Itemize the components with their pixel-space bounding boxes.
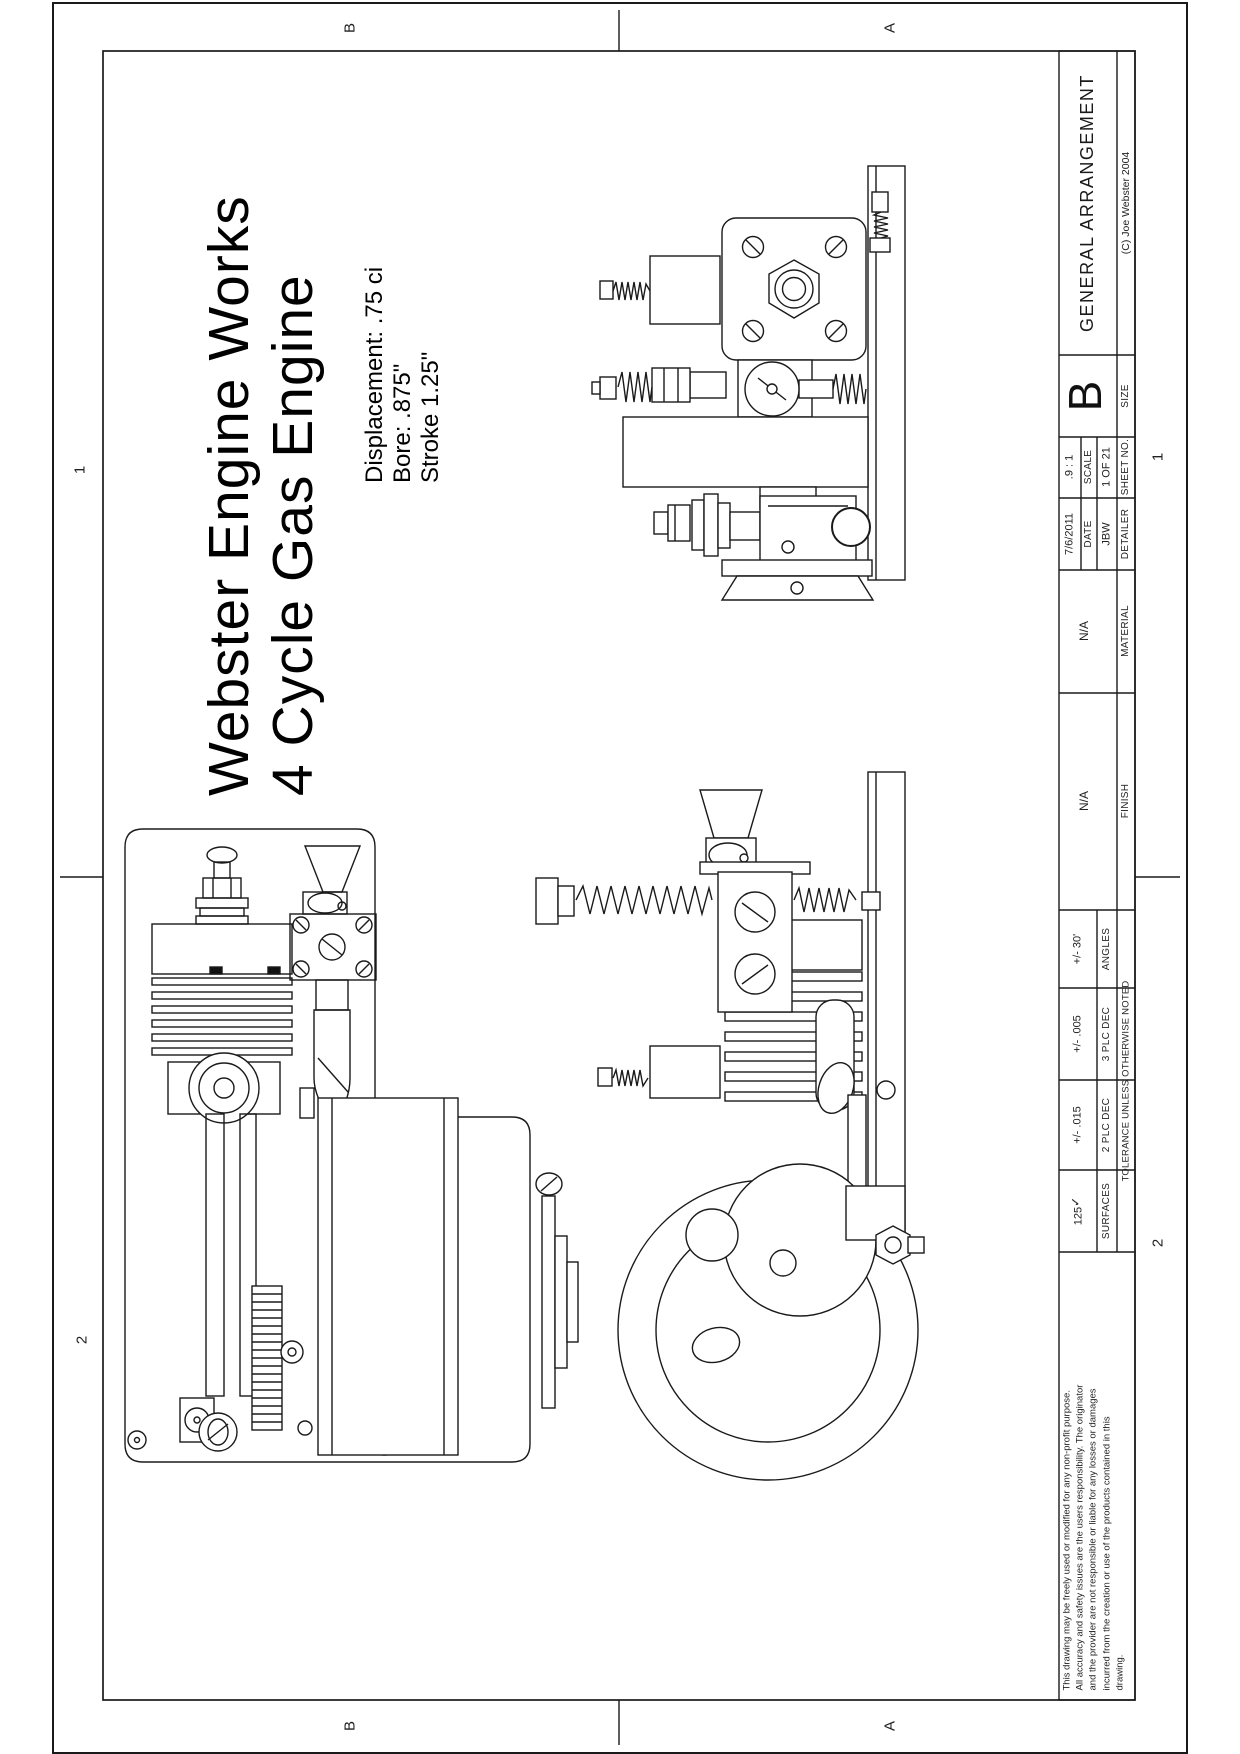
zone-label-1-left: 1 [71, 465, 89, 475]
engine-side-view [536, 772, 924, 1480]
three-place-decimal-label: 3 PLC DEC [1101, 1006, 1112, 1062]
disclaimer-line: This drawing may be freely used or modified for any non-profit purpose. [1061, 1390, 1073, 1691]
zone-label-1-right: 1 [1149, 452, 1167, 462]
scale-value: .9 : 1 [1063, 454, 1076, 480]
angles-label: ANGLES [1101, 927, 1112, 971]
disclaimer-line: All accuracy and safety issues are the users responsibility. The originator [1074, 1384, 1086, 1691]
two-place-decimal-label: 2 PLC DEC [1101, 1097, 1112, 1153]
material-label: MATERIAL [1120, 605, 1131, 657]
disclaimer-line: drawing. [1114, 1654, 1126, 1691]
surfaces-label: SURFACES [1101, 1182, 1112, 1240]
disclaimer-block [1061, 1246, 1128, 1691]
engine-front-view [125, 829, 530, 1462]
surface-finish-mark-icon: ✓ [1068, 1196, 1083, 1207]
surfaces-number: 125 [1072, 1206, 1085, 1226]
material-value: N/A [1077, 620, 1091, 642]
main-title-line-1: Webster Engine Works [197, 195, 261, 796]
date-label: DATE [1083, 520, 1094, 548]
spec-displacement: Displacement: .75 ci [361, 266, 388, 483]
sheet-number-label: SHEET NO. [1120, 438, 1131, 496]
sheet-size-label: SIZE [1120, 384, 1131, 408]
two-place-decimal-value: +/- .015 [1071, 1106, 1084, 1144]
tolerance-note: TOLERANCE UNLESS OTHERWISE NOTED [1120, 980, 1132, 1182]
scale-label: SCALE [1083, 449, 1094, 485]
three-place-decimal-value: +/- .005 [1071, 1015, 1084, 1053]
zone-label-b-bottom: B [341, 1720, 359, 1732]
surfaces-value [1068, 1196, 1085, 1226]
spec-stroke: Stroke 1.25" [417, 351, 444, 483]
zone-label-b-top: B [341, 22, 359, 34]
title-block-copyright: (C) Joe Webster 2004 [1119, 151, 1132, 255]
drawing-main-title [197, 76, 327, 796]
finish-label: FINISH [1120, 783, 1131, 819]
angles-value: +/- 30' [1071, 933, 1084, 965]
date-value: 7/6/2011 [1063, 512, 1076, 556]
zone-label-2-right: 2 [1149, 1238, 1167, 1248]
zone-label-2-left: 2 [73, 1335, 91, 1345]
sheet-size-value: B [1059, 380, 1111, 412]
disclaimer-line: and the provider are not responsible or liable for any losses or damages [1087, 1388, 1099, 1691]
detailer-value: JBW [1100, 522, 1113, 546]
engine-top-view [592, 166, 905, 600]
engine-specs [361, 233, 447, 483]
spec-bore: Bore: .875" [389, 363, 416, 483]
disclaimer-line: incurred from the creation or use of the products contained in this [1101, 1416, 1113, 1691]
detailer-label: DETAILER [1120, 508, 1131, 560]
title-block-drawing-title: GENERAL ARRANGEMENT [1077, 74, 1097, 332]
zone-label-a-top: A [881, 22, 899, 34]
main-title-line-2: 4 Cycle Gas Engine [261, 274, 325, 796]
sheet-number-value: 1 OF 21 [1100, 447, 1113, 487]
finish-value: N/A [1077, 790, 1091, 812]
zone-label-a-bottom: A [881, 1720, 899, 1732]
